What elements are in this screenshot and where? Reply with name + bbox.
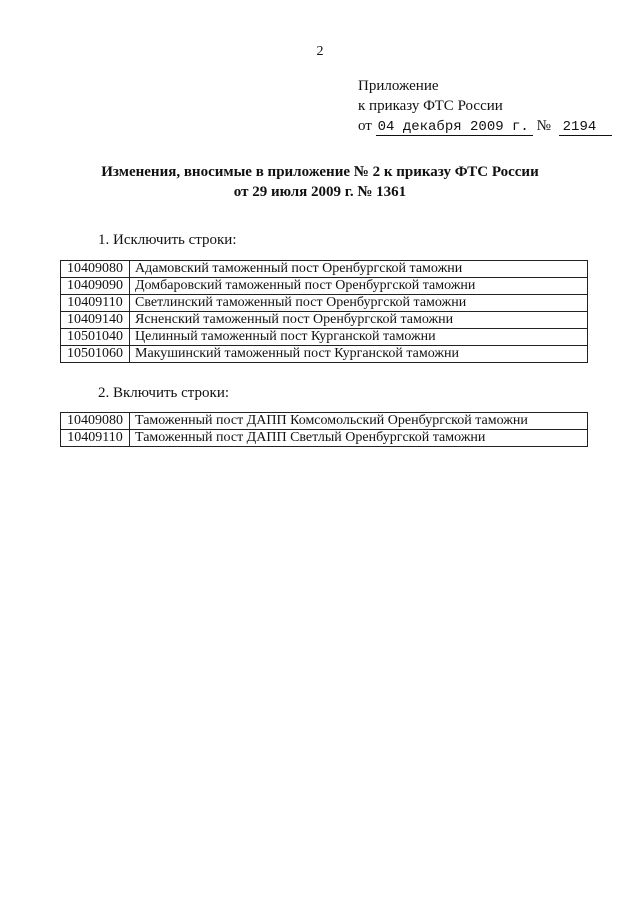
row-code: 10409080 <box>61 261 130 278</box>
row-name: Таможенный пост ДАПП Комсомольский Оренбургской таможни <box>130 413 588 430</box>
document-title-line-2: от 29 июля 2009 г. № 1361 <box>233 184 407 200</box>
appendix-from-label: от <box>358 118 372 134</box>
table-row <box>61 346 588 363</box>
table-row <box>61 329 588 346</box>
appendix-order-ref: к приказу ФТС России <box>358 98 503 114</box>
row-name: Адамовский таможенный пост Оренбургской таможни <box>130 261 588 278</box>
row-name: Целинный таможенный пост Курганской таможни <box>130 329 588 346</box>
row-name: Светлинский таможенный пост Оренбургской таможни <box>130 295 588 312</box>
page-number: 2 <box>316 44 324 59</box>
appendix-date: 04 декабря 2009 г. <box>376 119 533 136</box>
row-name: Домбаровский таможенный пост Оренбургской таможни <box>130 278 588 295</box>
appendix-date-line <box>358 116 612 136</box>
appendix-label: Приложение <box>358 78 439 94</box>
include-heading: 2. Включить строки: <box>98 385 230 401</box>
row-code: 10409110 <box>61 295 130 312</box>
appendix-block <box>358 76 612 136</box>
exclude-table <box>60 260 588 363</box>
row-code: 10501040 <box>61 329 130 346</box>
include-table <box>60 412 588 447</box>
row-code: 10409110 <box>61 430 130 447</box>
table-row <box>61 295 588 312</box>
table-row <box>61 413 588 430</box>
table-row <box>61 312 588 329</box>
row-code: 10409080 <box>61 413 130 430</box>
table-row <box>61 261 588 278</box>
row-name: Макушинский таможенный пост Курганской таможни <box>130 346 588 363</box>
row-name: Ясненский таможенный пост Оренбургской таможни <box>130 312 588 329</box>
row-name: Таможенный пост ДАПП Светлый Оренбургской таможни <box>130 430 588 447</box>
table-row <box>61 430 588 447</box>
row-code: 10501060 <box>61 346 130 363</box>
table-row <box>61 278 588 295</box>
appendix-number-label: № <box>536 118 551 134</box>
exclude-heading: 1. Исключить строки: <box>98 232 237 248</box>
document-title-line-1: Изменения, вносимые в приложение № 2 к приказу ФТС России <box>101 164 539 180</box>
appendix-number: 2194 <box>559 119 613 136</box>
row-code: 10409090 <box>61 278 130 295</box>
document-title <box>0 162 640 202</box>
row-code: 10409140 <box>61 312 130 329</box>
